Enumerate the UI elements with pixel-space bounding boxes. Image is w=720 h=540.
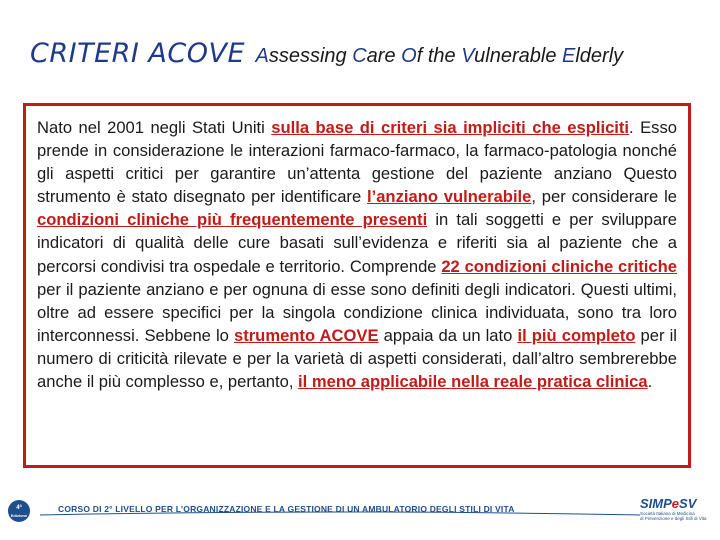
highlighted-phrase: strumento ACOVE	[233, 325, 379, 345]
highlighted-phrase: sulla base di criteri sia impliciti che espliciti	[271, 118, 630, 137]
subtitle-text: f the	[416, 45, 462, 67]
acronym-letter: V	[461, 45, 475, 67]
badge-number: 4ª	[16, 505, 22, 511]
acronym-letter: O	[401, 45, 417, 67]
body-text-segment: per il paziente anziano e per ognuna di esse sono definiti degli indicatori. Questi ultimi, oltre ad essere specifici per la singola condizione clinica individuata, sono tra loro interconnessi. Sebbene lo	[37, 279, 677, 345]
logo-part-e: e	[671, 496, 680, 511]
edition-badge-icon	[8, 500, 30, 522]
body-text-segment: .	[647, 372, 653, 392]
body-text-segment: appaia da un lato	[378, 325, 518, 345]
acronym-letter: C	[352, 45, 367, 67]
acronym-letter: A	[255, 45, 269, 67]
logo-caption-2: di Prevenzione e degli Stili di Vita	[640, 516, 707, 521]
simpesv-logo	[640, 496, 712, 536]
logo-wordmark	[640, 496, 712, 511]
logo-part-b: SV	[679, 496, 697, 511]
footer	[0, 492, 720, 540]
acronym-letter: E	[562, 45, 576, 67]
title-subtitle	[256, 45, 624, 67]
highlighted-phrase: il più completo	[517, 325, 636, 345]
body-text-segment: in tali soggetti e per sviluppare indicatori di qualità delle cure basati sull’evidenza e riferiti sia al paziente che a percorsi condivisi tra ospedale e territorio. Comprende	[37, 210, 677, 276]
highlighted-phrase: condizioni cliniche più frequentemente presenti	[37, 210, 428, 230]
content-box	[23, 103, 691, 468]
logo-caption-1: Società Italiana di Medicina	[640, 511, 695, 516]
body-paragraph	[37, 116, 677, 393]
subtitle-text: lderly	[575, 45, 624, 67]
highlighted-phrase: il meno applicabile nella reale pratica clinica	[298, 372, 648, 392]
body-text-segment: Nato nel 2001 negli Stati Uniti	[37, 118, 272, 137]
body-text-segment: , per considerare le	[531, 187, 678, 207]
highlighted-phrase: l’anziano vulnerabile	[366, 187, 532, 207]
body-text-segment: per il numero di criticità rilevate e per la varietà di aspetti considerati, dall’altro sembrerebbe anche il più complesso e, pertanto,	[37, 325, 677, 392]
highlighted-phrase: 22 condizioni cliniche critiche	[441, 256, 678, 276]
slide-title	[30, 38, 710, 69]
course-title: CORSO DI 2° LIVELLO PER L’ORGANIZZAZIONE E LA GESTIONE DI UN AMBULATORIO DEGLI STILI DI VITA	[58, 504, 515, 514]
body-text-segment: . Esso prende in considerazione le interazioni farmaco-farmaco, la farmaco-patologia nonché gli aspetti critici per garantire un’attenta gestione del paziente anziano Questo strumento è stato disegnato per identificare	[37, 118, 677, 207]
subtitle-text: are	[366, 45, 402, 67]
logo-part-a: SIMP	[640, 496, 672, 511]
subtitle-text: ssessing	[268, 45, 353, 67]
subtitle-text: ulnerable	[474, 45, 563, 67]
title-main: CRITERI ACOVE	[30, 38, 246, 69]
badge-label: Edizione	[10, 513, 28, 518]
